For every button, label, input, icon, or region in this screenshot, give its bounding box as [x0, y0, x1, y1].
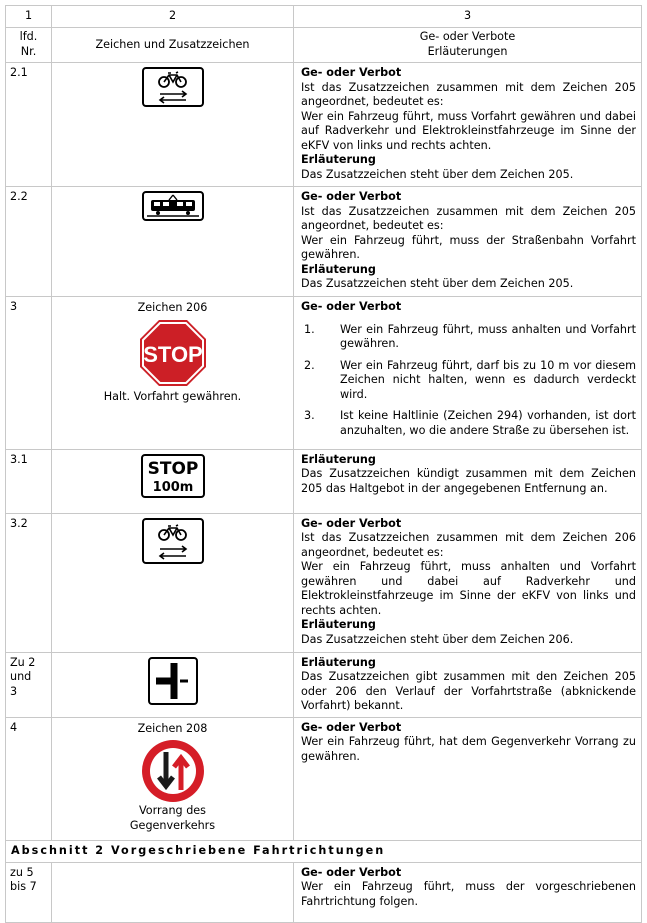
text-cell [294, 187, 642, 297]
list-number: 2. [304, 358, 315, 372]
sign-title: Zeichen 208 [137, 721, 208, 735]
text-cell [294, 652, 642, 717]
text-cell [294, 449, 642, 513]
row-number: 4 [6, 717, 52, 840]
sign-cell [52, 652, 294, 717]
row-number: 2.1 [6, 63, 52, 187]
heading: Erläuterung [301, 262, 376, 276]
column-number-row [6, 6, 642, 28]
text-cell [294, 297, 642, 450]
paragraph: Das Zusatzzeichen steht über dem Zeichen 206. [301, 633, 574, 646]
paragraph: Ist das Zusatzzeichen zusammen mit dem Zeichen 205 angeordnet, bedeutet es: Wer ein Fahrzeug führt, muss der Straßenbahn Vorfahrt gewähren. [301, 204, 636, 262]
numbered-list [301, 323, 636, 439]
table-row [6, 449, 642, 513]
row-number: 2.2 [6, 187, 52, 297]
sign-cell [52, 513, 294, 652]
paragraph: Das Zusatzzeichen gibt zusammen mit den Zeichen 205 oder 206 den Verlauf der Vorfahrtstraße (abknickende Vorfahrt) bekannt. [301, 670, 636, 713]
table-row [6, 652, 642, 717]
paragraph: Das Zusatzzeichen kündigt zusammen mit dem Zeichen 205 das Haltgebot in der angegebenen Entfernung an. [301, 467, 636, 495]
heading: Erläuterung [301, 153, 376, 167]
list-item [301, 359, 636, 403]
paragraph: Das Zusatzzeichen steht über dem Zeichen 205. [301, 277, 574, 291]
col3-header: Ge- oder Verbote Erläuterungen [294, 28, 642, 63]
sign-cell [52, 297, 294, 450]
heading: Ge- oder Verbot [301, 720, 402, 734]
stop-sign-icon [139, 319, 207, 387]
sign-cell [52, 63, 294, 187]
oncoming-priority-icon [140, 738, 206, 804]
paragraph: Ist das Zusatzzeichen zusammen mit dem Zeichen 205 angeordnet, bedeutet es: Wer ein Fahrzeug führt, muss Vorfahrt gewähren und dabei auf Radverkehr und Elektrokleinstfahrzeuge im Sinne der eKFV von links und rechts achten. [301, 80, 636, 152]
sign-title: Zeichen 206 [137, 301, 208, 314]
col1-header: lfd. Nr. [6, 28, 52, 63]
list-number: 1. [304, 322, 315, 336]
text-cell [294, 513, 642, 652]
traffic-sign-table [5, 5, 642, 923]
section-row [6, 840, 642, 862]
section-title: Abschnitt 2 Vorgeschriebene Fahrtrichtungen [6, 840, 642, 862]
table-row [6, 187, 642, 297]
sign-cell [52, 862, 294, 922]
heading: Erläuterung [301, 618, 376, 632]
paragraph: Wer ein Fahrzeug führt, hat dem Gegenverkehr Vorrang zu gewähren. [301, 735, 636, 763]
heading: Erläuterung [301, 655, 376, 669]
sign-caption: Halt. Vorfahrt gewähren. [103, 389, 242, 403]
sign-cell [52, 717, 294, 840]
paragraph: Ist das Zusatzzeichen zusammen mit dem Zeichen 206 angeordnet, bedeutet es: Wer ein Fahrzeug führt, muss anhalten und Vorfahrt gewähren und dabei auf Radverkehr und Elektrokleinstfahrzeuge im Sinne der eKFV von links und rechts achten. [301, 531, 636, 617]
table-row [6, 297, 642, 450]
col1-number: 1 [6, 6, 52, 28]
heading: Erläuterung [301, 452, 376, 466]
heading: Ge- oder Verbot [301, 865, 402, 879]
text-cell [294, 717, 642, 840]
sign-caption: Vorrang des Gegenverkehrs [129, 804, 216, 832]
list-text: Ist keine Haltlinie (Zeichen 294) vorhanden, ist dort anzuhalten, wo die andere Straße zu übersehen ist. [340, 409, 636, 437]
table-row [6, 513, 642, 652]
list-number: 3. [304, 409, 315, 423]
table-row [6, 63, 642, 187]
column-header-row [6, 28, 642, 63]
table-row [6, 862, 642, 922]
bicycle-arrows-icon [142, 518, 204, 564]
col2-header: Zeichen und Zusatzzeichen [52, 28, 294, 63]
row-number: 3 [6, 297, 52, 450]
text-cell [294, 862, 642, 922]
heading: Ge- oder Verbot [301, 190, 402, 203]
text-cell [294, 63, 642, 187]
sign-cell [52, 187, 294, 297]
table-row [6, 717, 642, 840]
tram-icon [142, 191, 204, 221]
heading: Ge- oder Verbot [301, 66, 402, 79]
list-item [301, 409, 636, 438]
stop-text: STOP [147, 458, 198, 479]
list-item [301, 323, 636, 352]
col3-number: 3 [294, 6, 642, 28]
row-number: 3.1 [6, 449, 52, 513]
bent-priority-road-icon [148, 657, 198, 705]
heading: Ge- oder Verbot [301, 516, 402, 530]
col2-number: 2 [52, 6, 294, 28]
row-number: zu 5 bis 7 [6, 862, 52, 922]
row-number: Zu 2 und 3 [6, 652, 52, 717]
stop-100m-icon [141, 454, 205, 498]
sign-cell [52, 449, 294, 513]
paragraph: Das Zusatzzeichen steht über dem Zeichen 205. [301, 167, 574, 181]
distance-text: 100m [152, 479, 193, 495]
row-number: 3.2 [6, 513, 52, 652]
list-text: Wer ein Fahrzeug führt, muss anhalten und Vorfahrt gewähren. [340, 322, 636, 351]
bicycle-arrows-icon [142, 67, 204, 107]
stop-sign-text: STOP [142, 341, 203, 367]
paragraph: Wer ein Fahrzeug führt, muss der vorgeschriebenen Fahrtrichtung folgen. [301, 880, 636, 908]
list-text: Wer ein Fahrzeug führt, darf bis zu 10 m vor diesem Zeichen nicht halten, wenn es dadurch verdeckt wird. [340, 358, 636, 401]
heading: Ge- oder Verbot [301, 300, 402, 313]
